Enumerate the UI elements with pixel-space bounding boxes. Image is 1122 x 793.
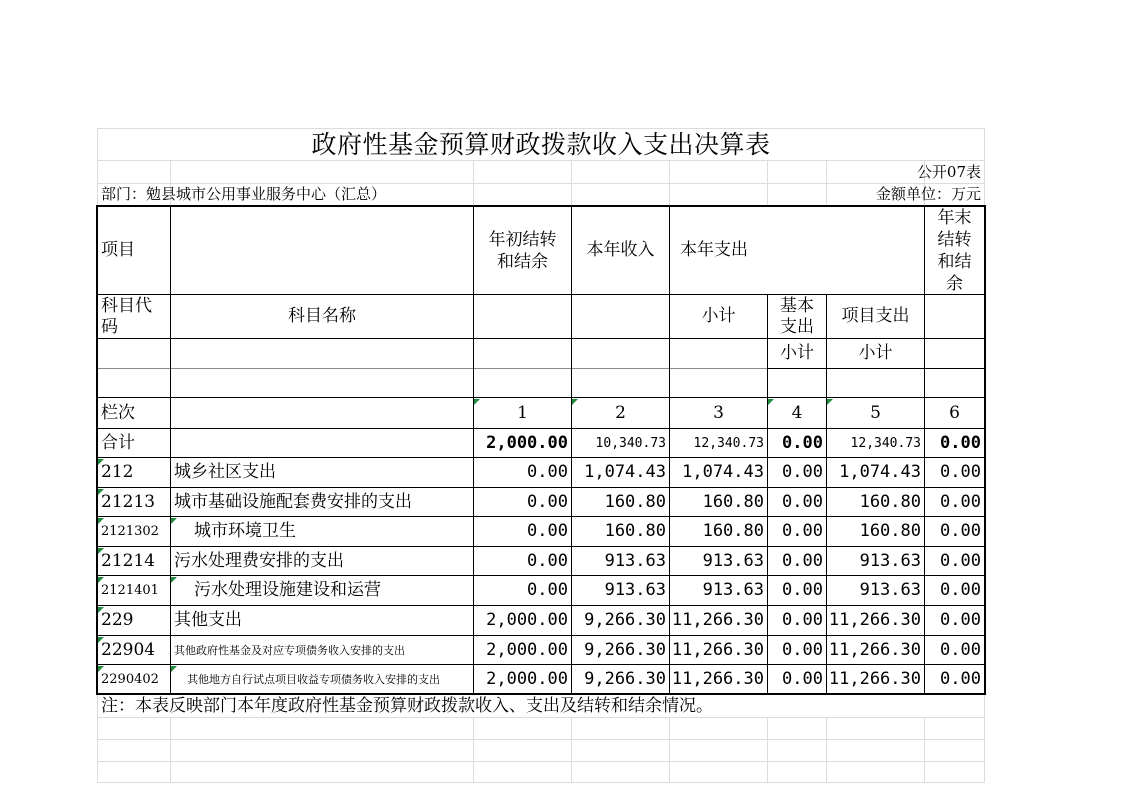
cell-marker <box>98 518 104 524</box>
row-expense: 160.80 <box>702 491 764 512</box>
cell-marker <box>827 399 833 405</box>
cell-marker <box>171 577 177 583</box>
cell-marker <box>98 607 104 613</box>
row-name: 其他地方自行试点项目收益专项债务收入安排的支出 <box>187 672 440 686</box>
row-income: 1,074.43 <box>584 462 666 482</box>
row-basic: 0.00 <box>782 550 823 571</box>
row-income: 9,266.30 <box>584 668 666 689</box>
cell-marker <box>98 577 104 583</box>
cell-marker <box>98 666 104 672</box>
total-end-balance: 0.00 <box>940 432 981 453</box>
row-project: 11,266.30 <box>828 610 921 630</box>
row-expense: 11,266.30 <box>671 668 764 689</box>
row-basic: 0.00 <box>782 521 823 541</box>
row-begin-balance: 2,000.00 <box>486 668 568 689</box>
row-basic: 0.00 <box>782 668 823 689</box>
column-index-5: 5 <box>870 402 881 423</box>
row-end-balance: 0.00 <box>940 550 981 571</box>
cell-marker <box>171 518 177 524</box>
row-project: 160.80 <box>859 521 921 541</box>
header-basic: 基本支出 <box>780 295 814 337</box>
column-index-4: 4 <box>791 402 803 423</box>
form-number: 公开07表 <box>916 162 981 181</box>
header-project-subtotal: 小计 <box>858 343 893 363</box>
total-begin-balance: 2,000.00 <box>486 432 568 453</box>
row-expense: 913.63 <box>702 550 764 571</box>
row-basic: 0.00 <box>782 610 823 630</box>
row-name: 其他政府性基金及对应专项债务收入安排的支出 <box>174 643 405 657</box>
row-expense: 11,266.30 <box>671 610 764 630</box>
header-code: 科目代码 <box>101 295 152 337</box>
total-project: 12,340.73 <box>850 435 921 451</box>
row-income: 160.80 <box>604 521 666 541</box>
row-basic: 0.00 <box>782 580 823 600</box>
row-code: 229 <box>101 610 134 630</box>
row-end-balance: 0.00 <box>940 462 981 482</box>
cell-marker <box>768 399 774 405</box>
row-end-balance: 0.00 <box>940 580 981 600</box>
row-name: 城市环境卫生 <box>194 521 296 541</box>
row-code: 22904 <box>101 639 156 660</box>
row-project: 11,266.30 <box>828 639 921 660</box>
total-basic: 0.00 <box>782 432 823 453</box>
row-end-balance: 0.00 <box>940 491 981 512</box>
cell-marker <box>171 666 177 672</box>
row-name: 污水处理费安排的支出 <box>174 550 344 571</box>
row-code: 212 <box>101 462 134 482</box>
row-expense: 1,074.43 <box>682 462 764 482</box>
cell-marker <box>98 637 104 643</box>
header-item: 项目 <box>101 240 135 260</box>
row-income: 9,266.30 <box>584 639 666 660</box>
row-project: 913.63 <box>859 550 921 571</box>
row-code: 2121302 <box>101 524 159 539</box>
column-index-2: 2 <box>615 402 626 423</box>
column-index-6: 6 <box>949 402 960 423</box>
header-income: 本年收入 <box>586 240 655 260</box>
row-begin-balance: 0.00 <box>527 580 568 600</box>
row-basic: 0.00 <box>782 462 823 482</box>
row-code: 2121401 <box>101 583 159 598</box>
cell-marker <box>98 489 104 495</box>
row-begin-balance: 0.00 <box>527 521 568 541</box>
row-begin-balance: 0.00 <box>527 491 568 512</box>
header-subtotal: 小计 <box>701 306 736 326</box>
row-basic: 0.00 <box>782 639 823 660</box>
row-code: 21213 <box>101 491 156 512</box>
row-begin-balance: 0.00 <box>527 462 568 482</box>
header-end-balance: 年末结转和结余 <box>937 207 972 294</box>
footnote: 注：本表反映部门本年度政府性基金预算财政拨款收入、支出及结转和结余情况。 <box>101 695 713 716</box>
row-code: 2290402 <box>101 671 159 687</box>
cell-marker <box>98 459 104 465</box>
row-end-balance: 0.00 <box>940 668 981 689</box>
cell-marker <box>474 399 480 405</box>
row-name: 城乡社区支出 <box>174 462 276 482</box>
header-basic-subtotal: 小计 <box>780 343 814 363</box>
row-project: 160.80 <box>859 491 921 512</box>
total-label: 合计 <box>101 432 135 453</box>
row-end-balance: 0.00 <box>940 610 981 630</box>
cell-marker <box>98 548 104 554</box>
total-expense: 12,340.73 <box>693 435 764 451</box>
row-expense: 913.63 <box>702 580 764 600</box>
column-index-3: 3 <box>713 402 724 423</box>
cell-marker <box>572 399 578 405</box>
row-begin-balance: 0.00 <box>527 550 568 571</box>
row-income: 160.80 <box>604 491 666 512</box>
row-begin-balance: 2,000.00 <box>486 639 568 660</box>
header-begin-balance: 年初结转和结余 <box>488 229 557 272</box>
row-project: 11,266.30 <box>828 668 921 689</box>
row-income: 9,266.30 <box>584 610 666 630</box>
row-basic: 0.00 <box>782 491 823 512</box>
row-end-balance: 0.00 <box>940 521 981 541</box>
row-code: 21214 <box>101 550 156 571</box>
row-end-balance: 0.00 <box>940 639 981 660</box>
row-expense: 11,266.30 <box>671 639 764 660</box>
column-index-label: 栏次 <box>101 402 135 423</box>
row-expense: 160.80 <box>702 521 764 541</box>
header-expense: 本年支出 <box>680 240 748 260</box>
row-income: 913.63 <box>604 550 666 571</box>
header-name: 科目名称 <box>288 306 356 326</box>
row-income: 913.63 <box>604 580 666 600</box>
department-label: 部门：勉县城市公用事业服务中心（汇总） <box>101 185 387 203</box>
unit-label: 金额单位：万元 <box>875 185 981 203</box>
row-project: 913.63 <box>859 580 921 600</box>
column-index-1: 1 <box>517 402 528 423</box>
row-name: 其他支出 <box>174 610 242 630</box>
header-project: 项目支出 <box>841 306 910 326</box>
row-project: 1,074.43 <box>839 462 921 482</box>
report-title: 政府性基金预算财政拨款收入支出决算表 <box>311 130 771 159</box>
row-begin-balance: 2,000.00 <box>486 610 568 630</box>
total-income: 10,340.73 <box>595 435 666 451</box>
row-name: 城市基础设施配套费安排的支出 <box>174 491 412 512</box>
row-name: 污水处理设施建设和运营 <box>194 580 381 600</box>
